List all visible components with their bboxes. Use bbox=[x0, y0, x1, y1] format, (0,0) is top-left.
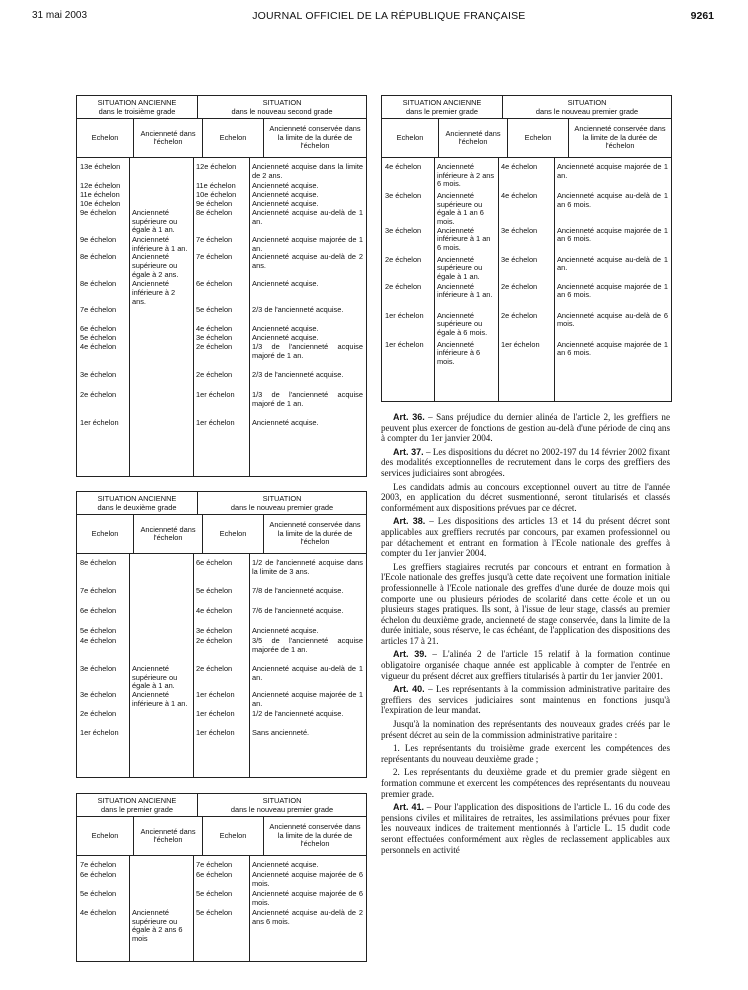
table-cell bbox=[129, 637, 193, 665]
article-text: – L'alinéa 2 de l'article 15 relatif à la formation continue obligatoire organisée chaque année est applicable à compter de l'entrée en vigueur du présent décret aux greffiers titularisés à partir du 1er janvier 2001. bbox=[381, 649, 671, 681]
text-paragraph bbox=[381, 767, 670, 799]
table-cell: 3/5 de l'ancienneté acquise majorée de 1 an. bbox=[252, 636, 363, 654]
article-text: 2. Les représentants du deuxième grade et du premier grade siègent en formation commune et exercent les compétences des représentants du nouveau premier grade. bbox=[381, 767, 670, 799]
article-text: Jusqu'à la nomination des représentants des nouveaux grades créés par le présent décret au sein de la commission administrative paritaire : bbox=[381, 719, 670, 740]
column-header: Ancienneté conservée dans la limite de la durée de l'échelon bbox=[263, 515, 366, 553]
article-paragraph bbox=[381, 412, 670, 444]
table-row bbox=[77, 637, 366, 665]
table-cell: Ancienneté acquise au-delà de 2 ans 6 mois. bbox=[252, 908, 363, 926]
table-cell: Sans ancienneté. bbox=[252, 727, 310, 737]
table-cell: Ancienneté acquise. bbox=[252, 181, 319, 191]
column-header: Echelon bbox=[91, 528, 119, 538]
column-header: Ancienneté conservée dans la limite de la durée de l'échelon bbox=[263, 119, 366, 157]
table-cell: 1er échelon bbox=[196, 418, 235, 428]
table-cell: 11e échelon bbox=[80, 190, 120, 200]
new-situation-subtitle: dans le nouveau premier grade bbox=[230, 502, 334, 512]
new-situation-title: SITUATION bbox=[262, 796, 302, 805]
table-row bbox=[77, 209, 366, 236]
table-row bbox=[77, 236, 366, 253]
table-cell: 2e échelon bbox=[196, 342, 233, 352]
table-cell: 2e échelon bbox=[196, 664, 233, 674]
column-header: Ancienneté conservée dans la limite de la durée de l'échelon bbox=[263, 817, 366, 855]
table-cell: Ancienneté supérieure ou égale à 2 ans. bbox=[132, 252, 179, 279]
table-cell bbox=[129, 419, 193, 429]
table-cell bbox=[129, 627, 193, 637]
table-cell bbox=[129, 710, 193, 729]
table-cell: 5e échelon bbox=[196, 908, 233, 918]
table-cell: Ancienneté acquise. bbox=[252, 333, 319, 343]
table-cell: 5e échelon bbox=[196, 586, 233, 596]
table-cell: Ancienneté acquise. bbox=[252, 199, 319, 209]
article-paragraph bbox=[381, 802, 670, 855]
table-cell: Ancienneté acquise majorée de 6 mois. bbox=[252, 870, 363, 888]
table-row bbox=[382, 341, 671, 369]
table-cell: 7e échelon bbox=[196, 860, 233, 870]
article-text: – Les représentants à la commission administrative paritaire des greffiers des services judiciaires sont maintenus en fonctions jusqu'à l'expiration de leur mandat. bbox=[381, 684, 670, 716]
new-situation-title: SITUATION bbox=[262, 98, 302, 107]
table-cell: Ancienneté acquise au-delà de 6 mois. bbox=[557, 310, 668, 329]
table-cell: Ancienneté acquise. bbox=[252, 626, 319, 636]
table-cell: Ancienneté supérieure ou égale à 6 mois. bbox=[437, 310, 488, 337]
table-cell: 4e échelon bbox=[80, 342, 117, 352]
table-cell: 13e échelon bbox=[80, 162, 121, 172]
table-cell bbox=[129, 391, 193, 419]
column-header: Ancienneté dans l'échelon bbox=[133, 119, 202, 157]
article-text: – Les dispositions du décret no 2002-197 du 14 février 2002 fixant des modalités exceptionnelles de recrutement dans le corps des greffiers des services judiciaires sont abrogées. bbox=[381, 446, 670, 478]
table-cell bbox=[129, 163, 193, 182]
table-cell bbox=[129, 325, 193, 334]
articles-text bbox=[381, 412, 670, 858]
table-cell: 2e échelon bbox=[385, 254, 422, 264]
table-cell: 6e échelon bbox=[196, 279, 233, 289]
table-cell: 1er échelon bbox=[501, 339, 540, 349]
table-cell: 3e échelon bbox=[196, 626, 233, 636]
column-header: Echelon bbox=[202, 817, 263, 855]
table-cell: 6e échelon bbox=[80, 870, 117, 880]
table-cell: Ancienneté acquise majorée de 6 mois. bbox=[252, 889, 363, 907]
table-cell: 2e échelon bbox=[501, 281, 538, 291]
table-cell: 1er échelon bbox=[80, 727, 119, 737]
table-cell: 7e échelon bbox=[80, 305, 117, 315]
article-number: Art. 39. bbox=[393, 649, 427, 660]
table-cell: Ancienneté supérieure ou égale à 2 ans 6 mois bbox=[132, 908, 183, 943]
table-cell: 3e échelon bbox=[385, 225, 422, 235]
table-cell: 5e échelon bbox=[80, 333, 117, 343]
table-cell: 1/3 de l'ancienneté acquise majoré de 1 an. bbox=[252, 390, 363, 408]
table-cell: Ancienneté inférieure à 1 an. bbox=[437, 281, 493, 300]
table-cell: 4e échelon bbox=[80, 636, 117, 646]
table-cell bbox=[129, 191, 193, 200]
table-cell bbox=[129, 607, 193, 627]
table-cell: 1er échelon bbox=[196, 727, 235, 737]
table-cell: 2e échelon bbox=[80, 708, 117, 718]
table-row bbox=[77, 871, 366, 890]
table-cell: 1/3 de l'ancienneté acquise majoré de 1 an. bbox=[252, 342, 363, 360]
table-cell bbox=[129, 871, 193, 890]
text-paragraph bbox=[381, 743, 670, 764]
table-cell: 7/6 de l'ancienneté acquise. bbox=[252, 606, 344, 616]
table-cell: 1er échelon bbox=[196, 390, 235, 400]
table-cell: 6e échelon bbox=[196, 870, 233, 880]
article-paragraph bbox=[381, 447, 670, 479]
table-cell: Ancienneté acquise majorée de 1 an 6 mois. bbox=[557, 339, 668, 358]
table-cell: Ancienneté supérieure ou égale à 1 an. bbox=[132, 664, 178, 691]
old-situation-subtitle: dans le troisième grade bbox=[98, 106, 176, 116]
table-row bbox=[382, 163, 671, 192]
table-cell: 4e échelon bbox=[196, 324, 233, 334]
table-cell: 3e échelon bbox=[501, 254, 538, 264]
table-row bbox=[382, 312, 671, 341]
table-cell: 5e échelon bbox=[196, 889, 233, 899]
table-cell: Ancienneté inférieure à 6 mois. bbox=[437, 339, 481, 366]
table-cell: 4e échelon bbox=[501, 191, 538, 201]
table-cell bbox=[129, 587, 193, 607]
table-second-grade bbox=[76, 491, 367, 778]
table-cell: 1er échelon bbox=[385, 339, 424, 349]
table-row bbox=[77, 163, 366, 182]
table-cell: 8e échelon bbox=[80, 558, 117, 568]
table-cell: Ancienneté supérieure ou égale à 1 an 6 mois. bbox=[437, 191, 484, 226]
table-cell: 3e échelon bbox=[80, 664, 117, 674]
table-cell: Ancienneté acquise au-delà de 1 an. bbox=[252, 664, 363, 682]
table-cell: 12e échelon bbox=[196, 162, 237, 172]
table-cell: 1/2 de l'ancienneté acquise dans la limite de 3 ans. bbox=[252, 558, 363, 576]
old-situation-title: SITUATION ANCIENNE bbox=[97, 98, 177, 107]
article-text: Les greffiers stagiaires recrutés par concours et entrant en formation à l'Ecole nationale des greffes jusqu'à cette date reçoivent une formation initiale professionnelle à l'Ecole nationale des greffes d'une durée de douze mois qui comporte une ou plusieurs périodes de scolarité dans cette école et un ou plusieurs stages pratiques. Ils sont, à l'issue de leur stage, classés au premier échelon du deuxième grade, ancienneté de stage conservée, dans la limite de la durée initiale, sous réserve, le cas échéant, de l'application des dispositions des articles 17 à 21. bbox=[381, 561, 670, 646]
table-cell: 1er échelon bbox=[80, 418, 119, 428]
table-cell bbox=[129, 306, 193, 325]
table-cell: Ancienneté acquise au-delà de 1 an. bbox=[557, 254, 668, 273]
old-situation-subtitle: dans le deuxième grade bbox=[97, 502, 177, 512]
new-situation-subtitle: dans le nouveau premier grade bbox=[230, 804, 334, 814]
table-cell: 2e échelon bbox=[385, 281, 422, 291]
article-paragraph bbox=[381, 684, 670, 716]
table-cell: Ancienneté acquise majorée de 1 an. bbox=[252, 235, 363, 253]
table-cell: 7e échelon bbox=[80, 860, 117, 870]
table-cell: 5e échelon bbox=[196, 305, 233, 315]
table-cell: 10e échelon bbox=[196, 190, 237, 200]
table-row bbox=[77, 391, 366, 419]
table-row bbox=[77, 343, 366, 371]
table-row bbox=[77, 710, 366, 729]
old-situation-title: SITUATION ANCIENNE bbox=[97, 796, 177, 805]
table-cell: Ancienneté acquise. bbox=[252, 418, 319, 428]
table-cell: 7e échelon bbox=[196, 252, 233, 262]
table-cell: Ancienneté acquise majorée de 1 an. bbox=[252, 689, 363, 708]
table-cell: 7/8 de l'ancienneté acquise. bbox=[252, 586, 344, 596]
table-row bbox=[77, 253, 366, 280]
table-cell: 2/3 de l'ancienneté acquise. bbox=[252, 305, 344, 315]
table-row bbox=[77, 559, 366, 587]
table-cell: Ancienneté inférieure à 2 ans 6 mois. bbox=[437, 162, 495, 189]
table-cell: 8e échelon bbox=[196, 208, 233, 218]
table-cell: 9e échelon bbox=[196, 199, 233, 209]
text-paragraph bbox=[381, 719, 670, 740]
table-cell: Ancienneté acquise majorée de 1 an 6 mois. bbox=[557, 225, 668, 244]
table-cell bbox=[129, 371, 193, 391]
text-paragraph bbox=[381, 562, 670, 647]
table-cell: 10e échelon bbox=[80, 199, 121, 209]
article-number: Art. 40. bbox=[393, 684, 425, 695]
table-cell: 3e échelon bbox=[80, 370, 117, 380]
table-cell: 3e échelon bbox=[196, 333, 233, 343]
page-number: 9261 bbox=[690, 10, 714, 22]
table-cell: Ancienneté acquise dans la limite de 2 ans. bbox=[252, 162, 363, 180]
column-header: Echelon bbox=[507, 119, 568, 157]
table-row bbox=[77, 665, 366, 691]
table-first-grade-a bbox=[76, 793, 367, 962]
old-situation-subtitle: dans le premier grade bbox=[101, 804, 173, 814]
table-third-grade bbox=[76, 95, 367, 477]
table-cell: 2e échelon bbox=[501, 310, 538, 320]
table-cell: Ancienneté inférieure à 2 ans. bbox=[132, 279, 176, 306]
table-cell: Ancienneté acquise au-delà de 1 an 6 mois. bbox=[557, 191, 668, 209]
table-cell: 2/3 de l'ancienneté acquise. bbox=[252, 370, 344, 380]
article-text: Les candidats admis au concours exceptionnel ouvert au titre de l'année 2003, en application du décret susmentionné, seront titularisés et classés conformément aux dispositions prévues par ce décret. bbox=[381, 481, 670, 513]
new-situation-subtitle: dans le nouveau second grade bbox=[231, 106, 333, 116]
table-cell: Ancienneté acquise. bbox=[252, 190, 319, 200]
text-paragraph bbox=[381, 482, 670, 514]
table-cell: Ancienneté inférieure à 1 an. bbox=[132, 235, 188, 253]
issue-date: 31 mai 2003 bbox=[32, 10, 88, 21]
old-situation-title: SITUATION ANCIENNE bbox=[402, 98, 482, 107]
new-situation-title: SITUATION bbox=[262, 494, 302, 503]
table-cell: Ancienneté acquise majorée de 1 an. bbox=[557, 162, 668, 180]
page-header bbox=[32, 10, 714, 30]
table-first-grade-b bbox=[381, 95, 672, 402]
table-cell: 3e échelon bbox=[501, 225, 538, 235]
table-row bbox=[77, 371, 366, 391]
table-cell: 6e échelon bbox=[196, 558, 233, 568]
table-cell: 3e échelon bbox=[80, 689, 117, 699]
table-cell: 4e échelon bbox=[80, 908, 117, 918]
old-situation-subtitle: dans le premier grade bbox=[406, 106, 478, 116]
column-header: Echelon bbox=[91, 132, 119, 142]
column-header: Ancienneté dans l'échelon bbox=[133, 515, 202, 553]
article-number: Art. 37. bbox=[393, 446, 424, 457]
column-header: Ancienneté conservée dans la limite de la durée de l'échelon bbox=[568, 119, 671, 157]
table-cell: Ancienneté supérieure ou égale à 1 an. bbox=[132, 208, 178, 235]
table-row bbox=[77, 909, 366, 943]
table-cell: Ancienneté acquise au-delà de 1 an. bbox=[252, 208, 363, 226]
table-row bbox=[382, 256, 671, 283]
table-cell: 1er échelon bbox=[385, 310, 424, 320]
table-row bbox=[77, 306, 366, 325]
table-cell: Ancienneté inférieure à 1 an. bbox=[132, 689, 188, 708]
table-cell: 4e échelon bbox=[196, 606, 233, 616]
column-header: Echelon bbox=[202, 515, 263, 553]
table-cell: 7e échelon bbox=[196, 235, 233, 245]
table-cell: Ancienneté inférieure à 1 an 6 mois. bbox=[437, 225, 491, 252]
table-cell: Ancienneté acquise. bbox=[252, 279, 319, 289]
article-text: – Les dispositions des articles 13 et 14 du présent décret sont applicables aux greffiers recrutés par concours, par examen professionnel ou par détachement et entrant en formation à l'Ecole nationale des greffes à compter du 1er janvier 2004. bbox=[381, 516, 670, 559]
column-header: Ancienneté dans l'échelon bbox=[438, 119, 507, 157]
article-text: – Sans préjudice du dernier alinéa de l'article 2, les greffiers ne peuvent plus exercer de fonctions de gestion au-delà d'une période de cinq ans à compter du 1er janvier 2004. bbox=[381, 412, 670, 444]
table-cell: 2e échelon bbox=[196, 370, 233, 380]
old-situation-title: SITUATION ANCIENNE bbox=[97, 494, 177, 503]
table-cell: 4e échelon bbox=[501, 162, 538, 172]
table-cell: 4e échelon bbox=[385, 162, 422, 172]
table-cell bbox=[129, 890, 193, 909]
table-cell: 1er échelon bbox=[196, 689, 235, 699]
article-number: Art. 41. bbox=[393, 802, 425, 813]
table-row bbox=[77, 587, 366, 607]
table-cell: 2e échelon bbox=[196, 636, 233, 646]
table-cell: 2e échelon bbox=[80, 390, 117, 400]
table-cell: Ancienneté acquise majorée de 1 an 6 mois. bbox=[557, 281, 668, 300]
table-cell: 8e échelon bbox=[80, 279, 117, 289]
column-header: Echelon bbox=[396, 132, 424, 142]
table-row bbox=[382, 283, 671, 312]
table-cell: 1/2 de l'ancienneté acquise. bbox=[252, 708, 344, 718]
table-row bbox=[382, 227, 671, 256]
table-cell bbox=[129, 334, 193, 343]
table-cell: 7e échelon bbox=[80, 586, 117, 596]
new-situation-subtitle: dans le nouveau premier grade bbox=[535, 106, 639, 116]
table-cell bbox=[129, 182, 193, 191]
table-row bbox=[77, 280, 366, 306]
table-row bbox=[77, 607, 366, 627]
article-paragraph bbox=[381, 649, 670, 681]
column-header: Echelon bbox=[91, 830, 119, 840]
table-cell: 9e échelon bbox=[80, 235, 117, 245]
table-cell: 5e échelon bbox=[80, 889, 117, 899]
table-cell: Ancienneté supérieure ou égale à 1 an. bbox=[437, 254, 483, 281]
table-row bbox=[382, 192, 671, 226]
table-cell: 6e échelon bbox=[80, 324, 117, 334]
table-row bbox=[77, 890, 366, 909]
article-paragraph bbox=[381, 516, 670, 558]
table-cell bbox=[129, 729, 193, 741]
table-cell: 1er échelon bbox=[196, 708, 235, 718]
table-row bbox=[77, 419, 366, 429]
table-cell: 12e échelon bbox=[80, 181, 121, 191]
article-text: 1. Les représentants du troisième grade exercent les compétences des représentants du nouveau deuxième grade ; bbox=[381, 743, 670, 764]
table-cell: 6e échelon bbox=[80, 606, 117, 616]
column-header: Echelon bbox=[202, 119, 263, 157]
table-cell bbox=[129, 861, 193, 871]
table-cell: 8e échelon bbox=[80, 252, 117, 262]
table-cell: Ancienneté acquise. bbox=[252, 860, 319, 870]
table-cell: 3e échelon bbox=[385, 191, 422, 201]
table-cell: Ancienneté acquise au-delà de 2 ans. bbox=[252, 252, 363, 270]
article-number: Art. 36. bbox=[393, 412, 425, 422]
table-cell bbox=[129, 343, 193, 371]
table-cell: 11e échelon bbox=[196, 181, 236, 191]
article-number: Art. 38. bbox=[393, 516, 426, 527]
table-cell bbox=[129, 559, 193, 587]
table-cell: Ancienneté acquise. bbox=[252, 324, 319, 334]
column-header: Ancienneté dans l'échelon bbox=[133, 817, 202, 855]
journal-title: JOURNAL OFFICIEL DE LA RÉPUBLIQUE FRANÇAISE bbox=[252, 10, 526, 22]
table-cell: 5e échelon bbox=[80, 626, 117, 636]
table-row bbox=[77, 729, 366, 741]
table-cell: 9e échelon bbox=[80, 208, 117, 218]
new-situation-title: SITUATION bbox=[567, 98, 607, 107]
article-text: – Pour l'application des dispositions de l'article L. 16 du code des pensions civiles et militaires de retraites, les assimilations prévues pour fixer les nouveaux indices de traitement mentionnés à l'article L. 15 dudit code seront effectuées conformément aux règles de reclassement applicables aux personnels en activité bbox=[381, 802, 670, 855]
table-row bbox=[77, 691, 366, 710]
